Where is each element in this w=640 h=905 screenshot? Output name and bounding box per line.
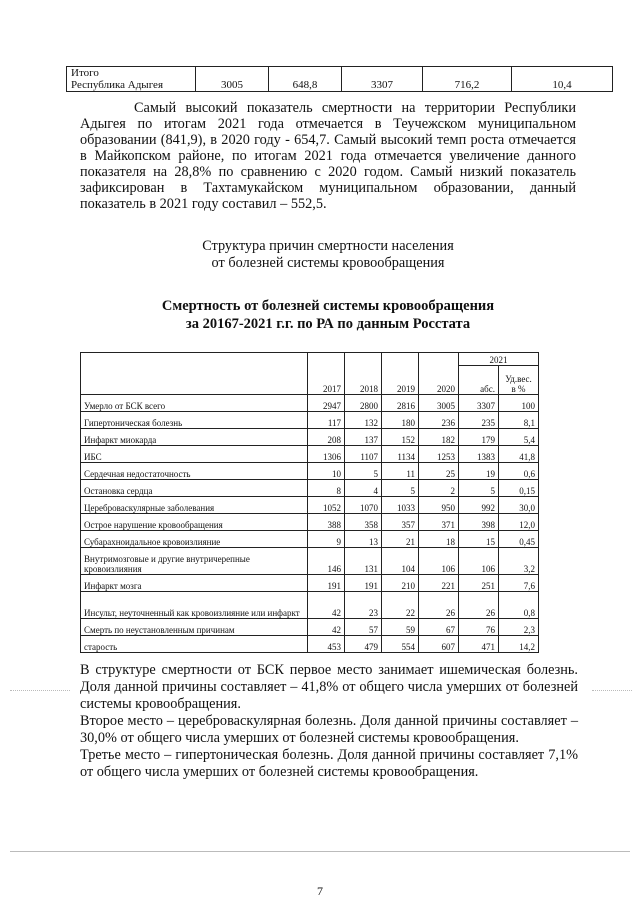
value-cell: 992 xyxy=(459,497,499,514)
value-cell: 19 xyxy=(459,463,499,480)
value-cell: 3307 xyxy=(459,395,499,412)
table-title: Смертность от болезней системы кровообращения за 20167-2021 г.г. по РА по данным Росстата xyxy=(161,298,495,332)
value-cell: 471 xyxy=(459,636,499,653)
summary-cell: 3005 xyxy=(196,67,269,92)
value-cell: 357 xyxy=(382,514,419,531)
value-cell: 607 xyxy=(419,636,459,653)
summary-row xyxy=(67,67,613,92)
value-cell: 106 xyxy=(459,548,499,575)
value-cell: 5 xyxy=(382,480,419,497)
value-cell: 146 xyxy=(308,548,345,575)
table-row xyxy=(81,429,539,446)
value-cell: 5 xyxy=(459,480,499,497)
table-row xyxy=(81,531,539,548)
value-cell: 15 xyxy=(459,531,499,548)
year-header: 2020 xyxy=(419,353,459,395)
value-cell: 1107 xyxy=(345,446,382,463)
value-cell: 5 xyxy=(345,463,382,480)
value-cell: 210 xyxy=(382,575,419,592)
row-label: Умерло от БСК всего xyxy=(81,395,308,412)
summary-cell: 10,4 xyxy=(512,67,613,92)
abs-header: абс. xyxy=(459,366,499,395)
row-label: Субарахноидальное кровоизлияние xyxy=(81,531,308,548)
value-cell: 2816 xyxy=(382,395,419,412)
value-cell: 950 xyxy=(419,497,459,514)
value-cell: 8,1 xyxy=(499,412,539,429)
value-cell: 104 xyxy=(382,548,419,575)
value-cell: 2,3 xyxy=(499,619,539,636)
value-cell: 11 xyxy=(382,463,419,480)
value-cell: 22 xyxy=(382,592,419,619)
value-cell: 131 xyxy=(345,548,382,575)
value-cell: 479 xyxy=(345,636,382,653)
value-cell: 21 xyxy=(382,531,419,548)
value-cell: 42 xyxy=(308,592,345,619)
value-cell: 25 xyxy=(419,463,459,480)
value-cell: 9 xyxy=(308,531,345,548)
conclusion-text: В структуре смертности от БСК первое место занимает ишемическая болезнь. Доля данной причины составляет – 41,8% от общего числа умерших от болезней системы кровообращения. Второе место – цереброваскулярная болезнь. Доля данной причины составляет – 30,0% от общего числа умерших от болезней системы кровообращения. Третье место – гипертоническая болезнь. Доля данной причины составляет 7,1% от общего числа умерших от болезней системы кровообращения. xyxy=(80,662,578,780)
scan-artifact xyxy=(592,690,632,691)
value-cell: 100 xyxy=(499,395,539,412)
value-cell: 180 xyxy=(382,412,419,429)
value-cell: 26 xyxy=(419,592,459,619)
value-cell: 251 xyxy=(459,575,499,592)
table-row xyxy=(81,575,539,592)
value-cell: 191 xyxy=(345,575,382,592)
row-label: Инфаркт миокарда xyxy=(81,429,308,446)
value-cell: 23 xyxy=(345,592,382,619)
table-row xyxy=(81,592,539,619)
value-cell: 67 xyxy=(419,619,459,636)
value-cell: 59 xyxy=(382,619,419,636)
value-cell: 0,8 xyxy=(499,592,539,619)
value-cell: 3005 xyxy=(419,395,459,412)
year-header: 2019 xyxy=(382,353,419,395)
table-row xyxy=(81,463,539,480)
table-row xyxy=(81,497,539,514)
value-cell: 0,15 xyxy=(499,480,539,497)
summary-table xyxy=(66,66,613,92)
table-row xyxy=(81,636,539,653)
value-cell: 132 xyxy=(345,412,382,429)
value-cell: 4 xyxy=(345,480,382,497)
value-cell: 2800 xyxy=(345,395,382,412)
table-row xyxy=(81,548,539,575)
table-row xyxy=(81,514,539,531)
value-cell: 182 xyxy=(419,429,459,446)
value-cell: 1134 xyxy=(382,446,419,463)
summary-cell: 3307 xyxy=(342,67,423,92)
mortality-table xyxy=(80,352,539,653)
value-cell: 26 xyxy=(459,592,499,619)
structure-heading: Структура причин смертности населения от болезней системы кровообращения xyxy=(202,238,454,271)
value-cell: 0,6 xyxy=(499,463,539,480)
row-label: Смерть по неустановленным причинам xyxy=(81,619,308,636)
value-cell: 106 xyxy=(419,548,459,575)
year-group-header: 2021 xyxy=(459,353,539,366)
value-cell: 388 xyxy=(308,514,345,531)
row-label: Инфаркт мозга xyxy=(81,575,308,592)
share-header: Уд.вес. в % xyxy=(499,366,539,395)
value-cell: 117 xyxy=(308,412,345,429)
value-cell: 5,4 xyxy=(499,429,539,446)
value-cell: 8 xyxy=(308,480,345,497)
value-cell: 10 xyxy=(308,463,345,480)
row-label: Остановка сердца xyxy=(81,480,308,497)
value-cell: 7,6 xyxy=(499,575,539,592)
value-cell: 41,8 xyxy=(499,446,539,463)
value-cell: 398 xyxy=(459,514,499,531)
table-row xyxy=(81,480,539,497)
value-cell: 152 xyxy=(382,429,419,446)
value-cell: 12,0 xyxy=(499,514,539,531)
value-cell: 371 xyxy=(419,514,459,531)
value-cell: 30,0 xyxy=(499,497,539,514)
row-label: Сердечная недостаточность xyxy=(81,463,308,480)
value-cell: 1052 xyxy=(308,497,345,514)
table-row xyxy=(81,412,539,429)
year-header: 2017 xyxy=(308,353,345,395)
value-cell: 235 xyxy=(459,412,499,429)
value-cell: 1383 xyxy=(459,446,499,463)
value-cell: 208 xyxy=(308,429,345,446)
value-cell: 358 xyxy=(345,514,382,531)
table-row xyxy=(81,395,539,412)
value-cell: 1033 xyxy=(382,497,419,514)
value-cell: 76 xyxy=(459,619,499,636)
row-label: Цереброваскулярные заболевания xyxy=(81,497,308,514)
value-cell: 221 xyxy=(419,575,459,592)
summary-cell: 648,8 xyxy=(269,67,342,92)
value-cell: 2947 xyxy=(308,395,345,412)
year-header: 2018 xyxy=(345,353,382,395)
value-cell: 554 xyxy=(382,636,419,653)
value-cell: 42 xyxy=(308,619,345,636)
row-label: Внутримозговые и другие внутричерепные кровоизлияния xyxy=(81,548,308,575)
value-cell: 14,2 xyxy=(499,636,539,653)
value-cell: 0,45 xyxy=(499,531,539,548)
value-cell: 236 xyxy=(419,412,459,429)
summary-label: Итого Республика Адыгея xyxy=(67,67,196,92)
footer-rule xyxy=(10,851,630,852)
header-row xyxy=(81,353,539,366)
page-number: 7 xyxy=(317,884,323,898)
value-cell: 191 xyxy=(308,575,345,592)
row-label: старость xyxy=(81,636,308,653)
value-cell: 57 xyxy=(345,619,382,636)
scan-artifact xyxy=(10,690,70,691)
value-cell: 1070 xyxy=(345,497,382,514)
table-row xyxy=(81,619,539,636)
row-label: Гипертоническая болезнь xyxy=(81,412,308,429)
value-cell: 179 xyxy=(459,429,499,446)
value-cell: 453 xyxy=(308,636,345,653)
mortality-paragraph: Самый высокий показатель смертности на территории Республики Адыгея по итогам 2021 года отмечается в Теучежском муниципальном образовании (841,9), в 2020 году - 654,7. Самый высокий темп роста отмечается в Майкопском районе, по итогам 2021 года отмечается увеличение данного показателя на 28,8% по сравнению с 2020 годом. Самый низкий показатель зафиксирован в Тахтамукайском муниципальном образовании, данный показатель в 2021 году составил – 552,5. xyxy=(80,100,576,212)
value-cell: 13 xyxy=(345,531,382,548)
table-row xyxy=(81,446,539,463)
summary-cell: 716,2 xyxy=(423,67,512,92)
value-cell: 3,2 xyxy=(499,548,539,575)
row-label: ИБС xyxy=(81,446,308,463)
value-cell: 1253 xyxy=(419,446,459,463)
value-cell: 1306 xyxy=(308,446,345,463)
row-label: Инсульт, неуточненный как кровоизлияние или инфаркт xyxy=(81,592,308,619)
value-cell: 2 xyxy=(419,480,459,497)
row-label: Острое нарушение кровообращения xyxy=(81,514,308,531)
value-cell: 18 xyxy=(419,531,459,548)
value-cell: 137 xyxy=(345,429,382,446)
